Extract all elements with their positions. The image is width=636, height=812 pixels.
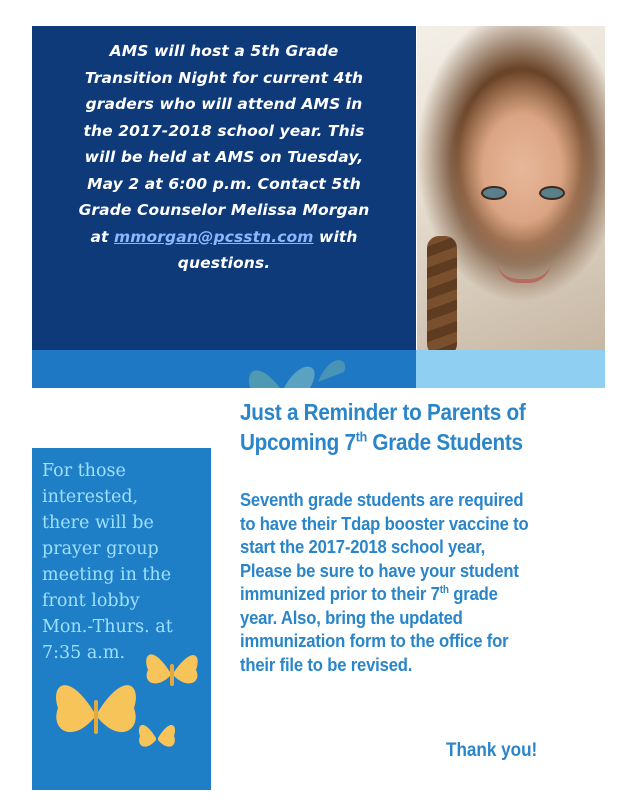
transition-night-text: AMS will host a 5th Grade Transition Night for current 4th graders who will attend AMS in the 2017-2018 school year. This will be held at AMS on Tuesday, May 2 at 6:00 p.m. Contact 5th Grade Counselor Melissa Morgan at mmorgan@pcsstn.com with questions. xyxy=(78,42,370,272)
left-eye-graphic xyxy=(481,186,507,200)
girl-photo xyxy=(417,26,605,350)
small-butterfly-icon xyxy=(136,718,178,758)
braid-graphic xyxy=(427,236,457,350)
prayer-group-text: For those interested, there will be prayer group meeting in the front lobby Mon.-Thurs. at 7:35 a.m. xyxy=(42,461,173,663)
reminder-body-text: Seventh grade students are required to have their Tdap booster vaccine to start the 2017-2018 school year, Please be sure to have your student immunized prior to their 7th grade year. Also, bring the updated immunization form to the office for their file to be revised. xyxy=(240,489,529,675)
smile-graphic xyxy=(497,261,551,283)
light-blue-strip xyxy=(416,350,605,388)
large-butterfly-icon xyxy=(50,670,142,754)
reminder-heading: Just a Reminder to Parents of Upcoming 7th Grade Students xyxy=(240,399,526,455)
faded-butterfly-icon xyxy=(240,352,350,388)
right-eye-graphic xyxy=(539,186,565,200)
blue-strip xyxy=(32,350,416,388)
thank-you-text: Thank you! xyxy=(446,740,538,761)
counselor-email-link[interactable]: mmorgan@pcsstn.com xyxy=(114,227,314,246)
